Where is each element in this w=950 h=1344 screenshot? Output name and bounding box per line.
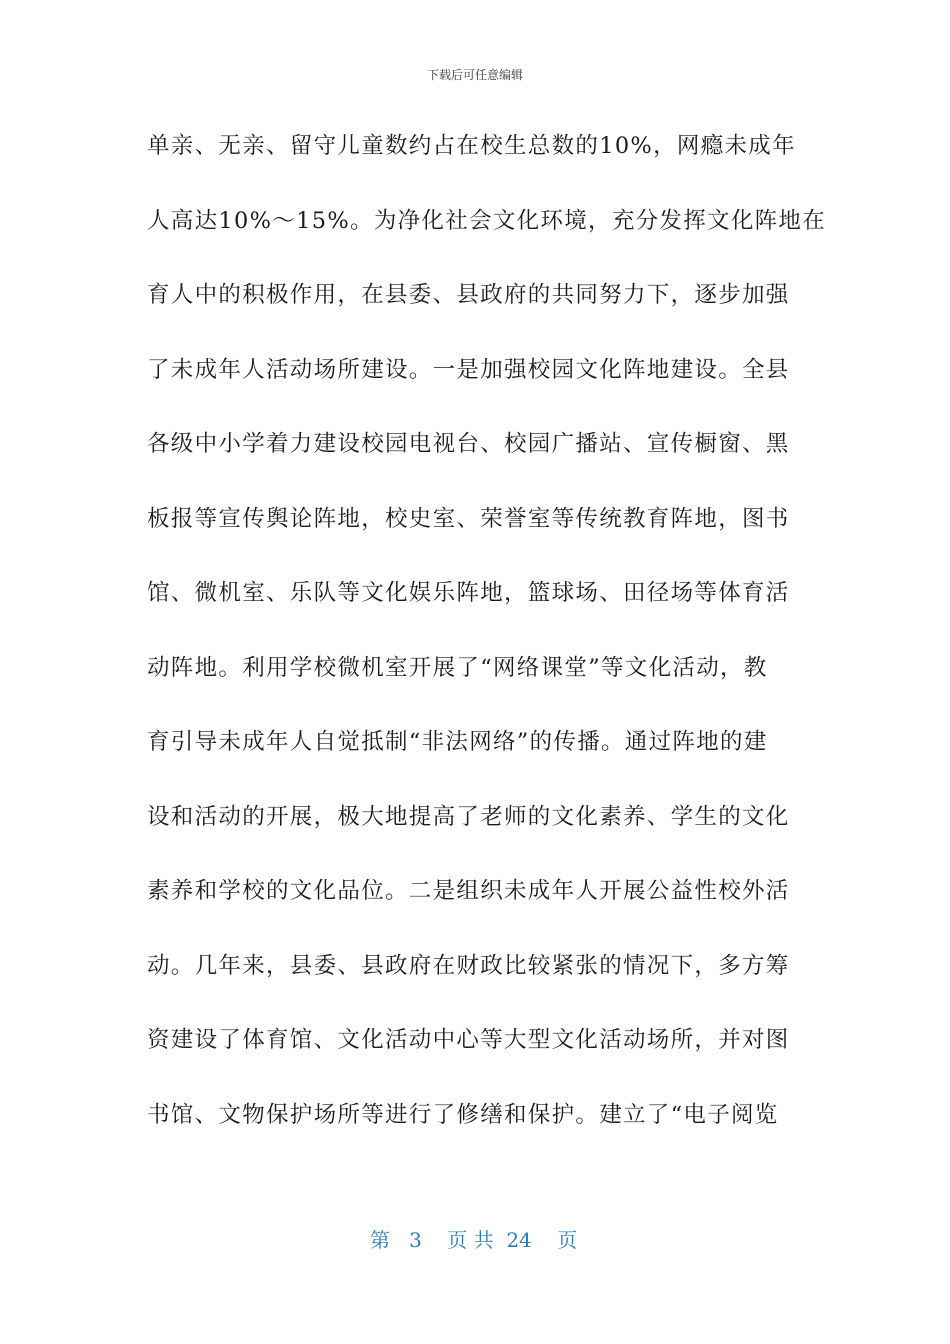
footer-current-page: 3 — [409, 1228, 422, 1252]
body-line-8: 动阵地。利用学校微机室开展了“网络课堂”等文化活动，教 — [147, 654, 768, 681]
body-line-4: 了未成年人活动场所建设。一是加强校园文化阵地建设。全县 — [147, 356, 790, 383]
body-line-11: 素养和学校的文化品位。二是组织未成年人开展公益性校外活 — [147, 878, 790, 904]
footer-suffix: 页 — [557, 1228, 578, 1252]
body-line-2: 人高达10%～15%。为净化社会文化环境，充分发挥文化阵地在 — [147, 207, 827, 234]
body-line-9: 育引导未成年人自觉抵制“非法网络”的传播。通过阵地的建 — [147, 729, 768, 755]
footer-total-pages: 24 — [506, 1228, 532, 1252]
document-body — [147, 128, 827, 1171]
body-line-14: 书馆、文物保护场所等进行了修缮和保护。建立了“电子阅览 — [147, 1101, 779, 1128]
footer-prefix: 第 — [370, 1228, 390, 1252]
body-line-1: 单亲、无亲、留守儿童数约占在校生总数的10%，网瘾未成年 — [147, 133, 796, 159]
body-line-13: 资建设了体育馆、文化活动中心等大型文化活动场所，并对图 — [147, 1027, 790, 1053]
body-line-10: 设和活动的开展，极大地提高了老师的文化素养、学生的文化 — [147, 803, 790, 830]
body-line-5: 各级中小学着力建设校园电视台、校园广播站、宣传橱窗、黑 — [147, 431, 790, 457]
body-line-12: 动。几年来，县委、县政府在财政比较紧张的情况下，多方筹 — [147, 952, 790, 979]
footer-middle: 页 共 — [447, 1228, 494, 1252]
page-footer — [370, 1224, 577, 1253]
page-header-note: 下载后可任意编辑 — [426, 68, 523, 82]
body-line-7: 馆、微机室、乐队等文化娱乐阵地，篮球场、田径场等体育活 — [147, 580, 790, 606]
body-line-3: 育人中的积极作用，在县委、县政府的共同努力下，逐步加强 — [147, 282, 790, 308]
body-line-6: 板报等宣传舆论阵地，校史室、荣誉室等传统教育阵地，图书 — [147, 505, 790, 532]
